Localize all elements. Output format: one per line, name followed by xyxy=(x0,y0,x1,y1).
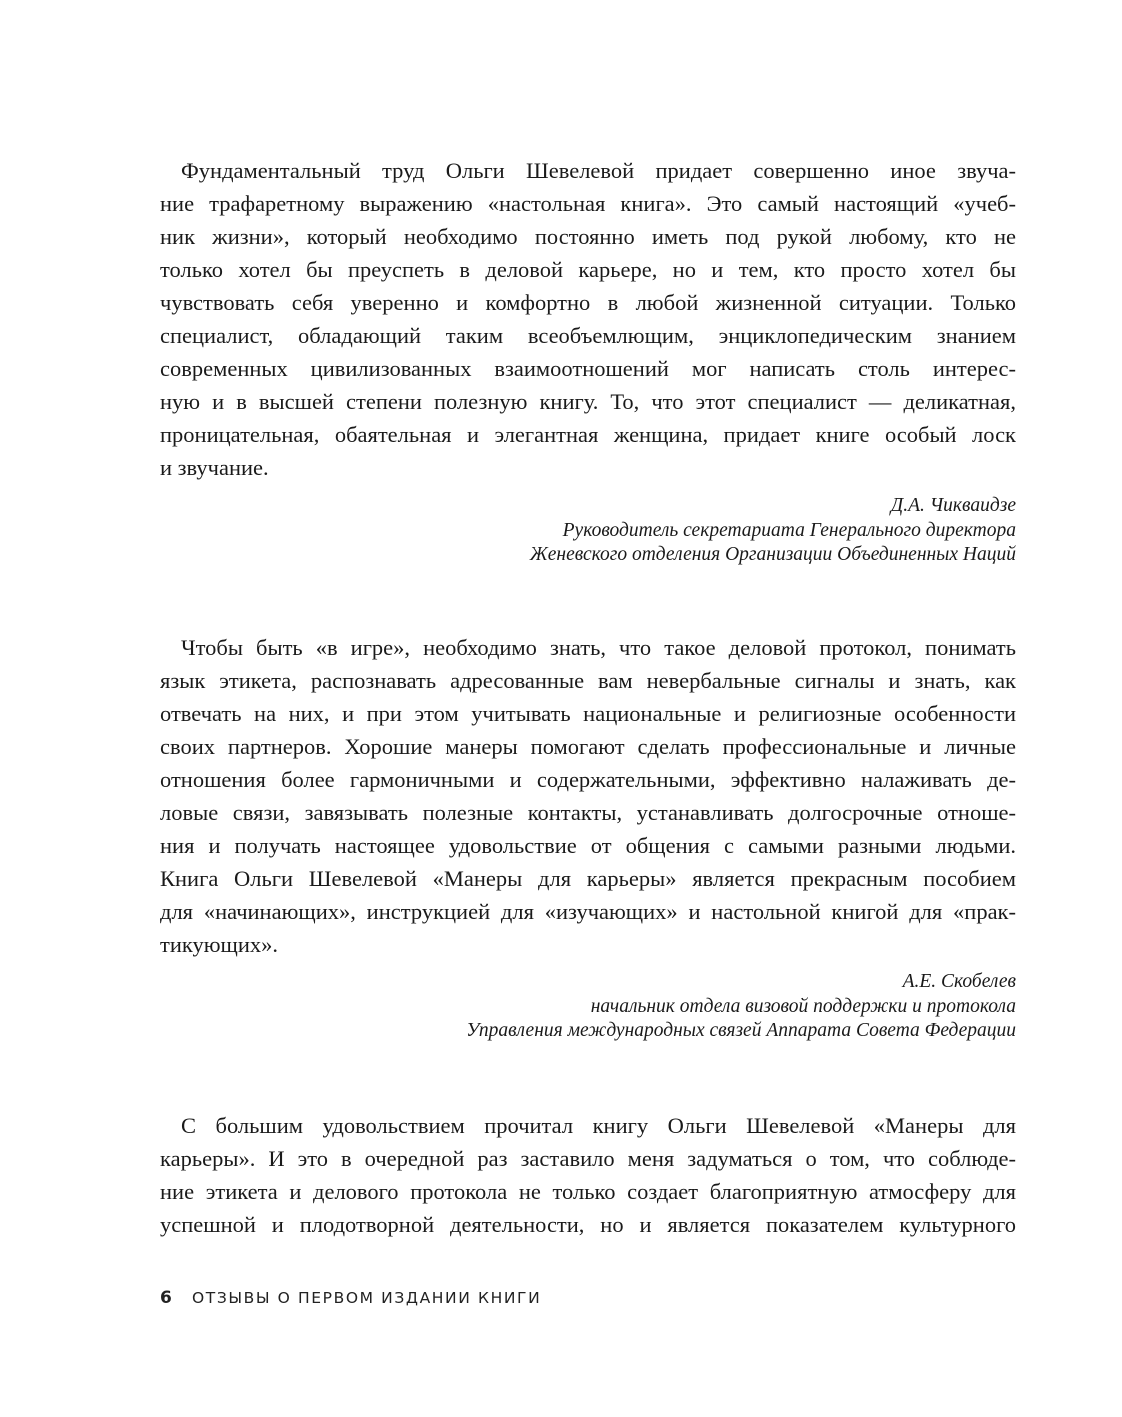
text-line: современных цивилизованных взаимоотношений мог написать столь интерес- xyxy=(160,356,1016,381)
signature-title-line: начальник отдела визовой поддержки и протокола xyxy=(590,995,1016,1017)
text-line: ник жизни», который необходимо постоянно иметь под рукой любому, кто не xyxy=(160,224,1016,249)
running-section-title: ОТЗЫВЫ О ПЕРВОМ ИЗДАНИИ КНИГИ xyxy=(191,1289,542,1307)
text-line: отвечать на них, и при этом учитывать национальные и религиозные особенности xyxy=(160,701,1016,726)
text-line: для «начинающих», инструкцией для «изучающих» и настольной книгой для «прак- xyxy=(160,899,1016,924)
text-line: своих партнеров. Хорошие манеры помогают сделать профессиональные и личные xyxy=(160,734,1016,759)
text-line: Книга Ольги Шевелевой «Манеры для карьеры» является прекрасным пособием xyxy=(160,866,1016,891)
review-1-text xyxy=(160,154,1016,484)
signature-title-line: Управления международных связей Аппарата Совета Федерации xyxy=(466,1020,1016,1041)
text-line: отношения более гармоничными и содержательными, эффективно налаживать де- xyxy=(160,767,1016,792)
signature-title-line: Женевского отделения Организации Объединенных Наций xyxy=(529,544,1016,565)
text-line: успешной и плодотворной деятельности, но и является показателем культурного xyxy=(160,1212,1016,1237)
text-line: чувствовать себя уверенно и комфортно в любой жизненной ситуации. Только xyxy=(160,290,1016,315)
text-line: ловые связи, завязывать полезные контакты, устанавливать долгосрочные отноше- xyxy=(160,800,1016,825)
page-footer xyxy=(160,1288,541,1308)
text-line: только хотел бы преуспеть в деловой карьере, но и тем, кто просто хотел бы xyxy=(160,257,1016,282)
review-1-signature xyxy=(530,494,1016,568)
signature-name: Д.А. Чикваидзе xyxy=(890,495,1016,516)
page-number: 6 xyxy=(160,1288,174,1308)
signature-name: А.Е. Скобелев xyxy=(902,971,1016,992)
text-line: С большим удовольствием прочитал книгу Ольги Шевелевой «Манеры для xyxy=(181,1113,1016,1138)
text-line: ную и в высшей степени полезную книгу. То, что этот специалист — деликатная, xyxy=(160,389,1016,414)
text-line: Чтобы быть «в игре», необходимо знать, что такое деловой протокол, понимать xyxy=(181,635,1016,660)
text-line: карьеры». И это в очередной раз заставило меня задуматься о том, что соблюде- xyxy=(160,1146,1016,1171)
text-line: и звучание. xyxy=(160,455,269,480)
review-2-text xyxy=(160,631,1016,961)
text-line: ния и получать настоящее удовольствие от общения с самыми разными людьми. xyxy=(160,833,1016,858)
text-line: проницательная, обаятельная и элегантная женщина, придает книге особый лоск xyxy=(160,422,1016,447)
text-line: язык этикета, распознавать адресованные вам невербальные сигналы и знать, как xyxy=(160,668,1016,693)
text-line: ние этикета и делового протокола не только создает благоприятную атмосферу для xyxy=(160,1179,1016,1204)
review-3-text xyxy=(160,1109,1016,1241)
text-line: Фундаментальный труд Ольги Шевелевой придает совершенно иное звуча- xyxy=(181,158,1016,183)
text-line: специалист, обладающий таким всеобъемлющим, энциклопедическим знанием xyxy=(160,323,1016,348)
signature-title-line: Руководитель секретариата Генерального директора xyxy=(562,519,1016,541)
text-line: тикующих». xyxy=(160,932,279,957)
review-2-signature xyxy=(466,970,1016,1044)
text-line: ние трафаретному выражению «настольная книга». Это самый настоящий «учеб- xyxy=(160,191,1016,216)
